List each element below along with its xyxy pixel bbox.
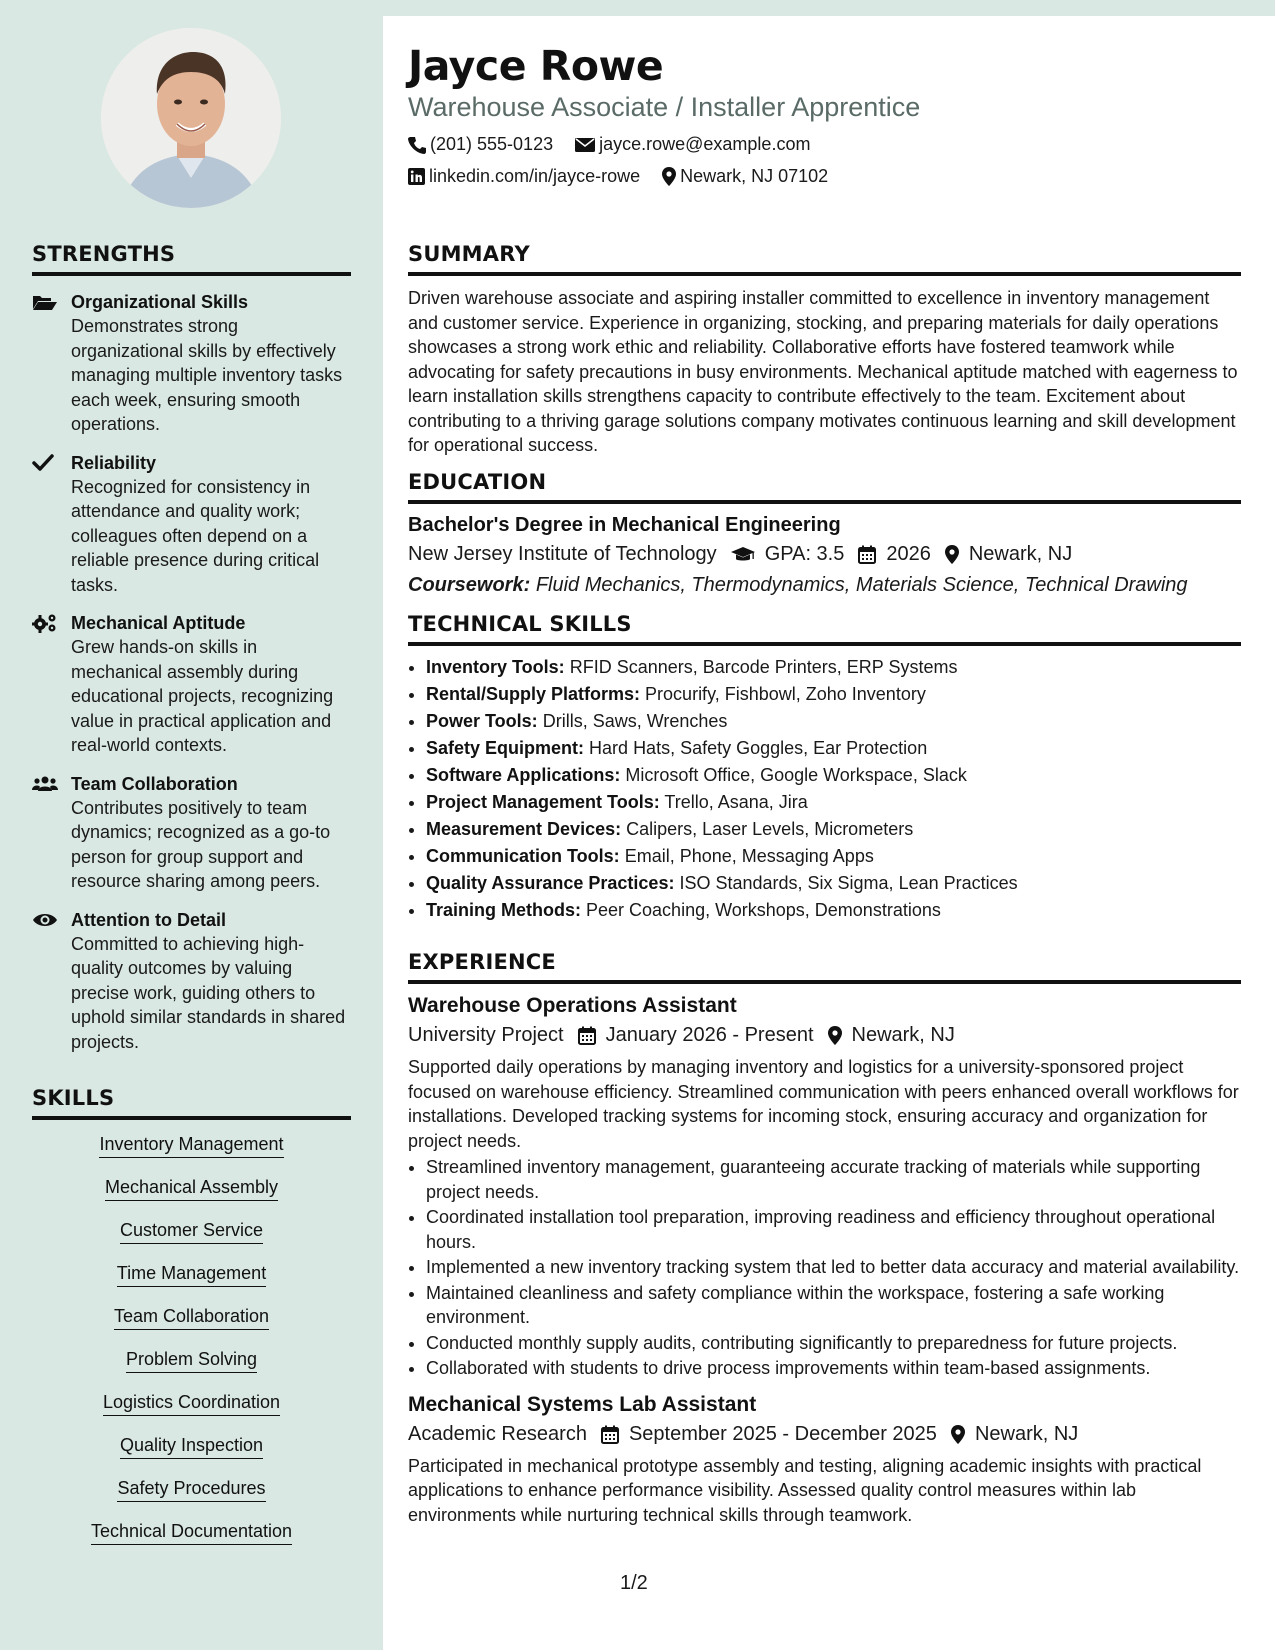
location-text: Newark, NJ 07102 (680, 166, 829, 186)
folder-open-icon (32, 292, 58, 312)
skill-item: Customer Service (32, 1218, 351, 1244)
page-number: 1/2 (620, 1572, 648, 1594)
job-dates-item (578, 1024, 814, 1047)
strength-desc: Demonstrates strong organizational skills by effectively managing multiple inventory tasks each week, ensuring smooth operations. (71, 316, 343, 434)
job-dates-item (601, 1423, 937, 1446)
skill-item: Quality Inspection (32, 1433, 351, 1459)
users-icon (32, 774, 58, 794)
coursework-text: Fluid Mechanics, Thermodynamics, Materials Science, Technical Drawing (535, 574, 1188, 596)
strength-desc: Grew hands-on skills in mechanical assembly during educational projects, recognizing value in practical application and real-world contexts. (71, 637, 334, 755)
tech-skill-item: • Software Applications: Microsoft Office, Google Workspace, Slack (426, 762, 1241, 789)
strength-title: Mechanical Aptitude (71, 613, 246, 633)
edu-location-text: Newark, NJ (968, 543, 1073, 565)
job-location: Newark, NJ (974, 1422, 1079, 1445)
phone-icon (408, 136, 426, 154)
education-title: EDUCATION (408, 470, 1241, 504)
tech-skill-item: • Project Management Tools: Trello, Asana, Jira (426, 789, 1241, 816)
check-icon (32, 453, 58, 473)
job-bullets (408, 1155, 1241, 1381)
calendar-icon (601, 1425, 619, 1444)
strength-item (32, 772, 351, 894)
linkedin-icon (408, 168, 425, 185)
linkedin-link[interactable]: linkedin.com/in/jayce-rowe (429, 166, 641, 186)
school: New Jersey Institute of Technology (408, 543, 717, 565)
tech-skill-item: • Safety Equipment: Hard Hats, Safety Goggles, Ear Protection (426, 735, 1241, 762)
map-pin-icon (951, 1425, 965, 1444)
edu-location-item (945, 543, 1072, 566)
skill-item: Inventory Management (32, 1132, 351, 1158)
experience-section (408, 950, 1241, 1527)
strength-item (32, 908, 351, 1055)
candidate-name: Jayce Rowe (408, 42, 664, 90)
strength-item (32, 290, 351, 437)
main-content (383, 16, 1275, 1650)
strength-desc: Recognized for consistency in attendance and quality work; colleagues often depend on a reliable presence during critical tasks. (71, 476, 320, 595)
contact-row-1 (408, 134, 832, 155)
year-text: 2026 (886, 543, 931, 565)
summary-section (408, 242, 1241, 458)
job-org: Academic Research (408, 1422, 587, 1445)
avatar (101, 28, 281, 208)
experience-title: EXPERIENCE (408, 950, 1241, 984)
strength-item (32, 451, 351, 598)
strength-desc: Contributes positively to team dynamics; recognized as a go-to person for group support and resource sharing among peers. (71, 797, 331, 891)
tech-skill-item: • Measurement Devices: Calipers, Laser Levels, Micrometers (426, 816, 1241, 843)
strengths-title: STRENGTHS (32, 242, 351, 276)
skill-item: Safety Procedures (32, 1476, 351, 1502)
tech-skill-item: • Communication Tools: Email, Phone, Messaging Apps (426, 843, 1241, 870)
job-bullet: • Maintained cleanliness and safety compliance within the workspace, fostering a safe working environment. (426, 1281, 1241, 1330)
job-bullet: • Streamlined inventory management, guaranteeing accurate tracking of materials while supporting project needs. (426, 1155, 1241, 1204)
strengths-section (32, 242, 351, 1054)
strength-title: Attention to Detail (71, 909, 226, 930)
skill-list (32, 1132, 351, 1545)
skill-item: Logistics Coordination (32, 1390, 351, 1416)
education-meta (408, 543, 1241, 566)
technical-skills-title: TECHNICAL SKILLS (408, 612, 1241, 646)
skills-section (32, 1086, 351, 1562)
skill-item: Time Management (32, 1261, 351, 1287)
email-link[interactable]: jayce.rowe@example.com (599, 134, 811, 154)
job-meta (408, 1423, 1241, 1446)
job-org: University Project (408, 1024, 564, 1046)
job-description: Participated in mechanical prototype assembly and testing, aligning academic insights with practical applications to enhance performance visibility. Assessed quality control measures within lab environments while nurturing technical skills through teamwork. (408, 1455, 1202, 1525)
map-pin-icon (828, 1026, 842, 1045)
job-title: Mechanical Systems Lab Assistant (408, 1392, 757, 1416)
summary-text: Driven warehouse associate and aspiring installer committed to excellence in inventory management and customer service. Experience in organizing, stocking, and preparing materials for daily operations showcases a strong work ethic and reliability. Collaborative efforts have fostered teamwork while advocating for safety precautions in busy environments. Mechanical aptitude matched with eagerness to learn installation skills strengthens capacity to contribute effectively to the team. Excitement about contributing to a thriving garage solutions company motivates continuous learning and skill development for operational success. (408, 288, 1238, 455)
skill-item: Problem Solving (32, 1347, 351, 1373)
skill-item: Team Collaboration (32, 1304, 351, 1330)
envelope-icon (575, 137, 595, 153)
gpa-text: GPA: 3.5 (764, 543, 845, 565)
phone-text: (201) 555-0123 (430, 134, 554, 154)
map-pin-icon (662, 167, 676, 186)
gpa-item (731, 543, 845, 566)
coursework-label: Coursework: (408, 574, 531, 596)
strength-desc: Committed to achieving high-quality outcomes by valuing precise work, guiding others to uphold similar standards in shared projects. (71, 933, 346, 1052)
skill-item: Technical Documentation (32, 1519, 351, 1545)
sidebar (0, 0, 383, 1650)
education-section (408, 470, 1241, 597)
tech-skill-item: • Quality Assurance Practices: ISO Standards, Six Sigma, Lean Practices (426, 870, 1241, 897)
candidate-role: Warehouse Associate / Installer Apprentice (408, 92, 921, 122)
calendar-icon (578, 1026, 596, 1045)
job-dates: January 2026 - Present (605, 1024, 814, 1046)
strength-title: Team Collaboration (71, 773, 238, 794)
email-item[interactable] (575, 134, 810, 155)
strength-item (32, 611, 351, 758)
job-meta (408, 1024, 1241, 1047)
tech-skill-item: • Rental/Supply Platforms: Procurify, Fishbowl, Zoho Inventory (426, 681, 1241, 708)
tech-skill-item: • Training Methods: Peer Coaching, Workshops, Demonstrations (426, 897, 1241, 924)
skill-item: Mechanical Assembly (32, 1175, 351, 1201)
calendar-icon (858, 545, 876, 564)
location-item (662, 166, 828, 187)
technical-skills-section (408, 612, 1241, 924)
job-dates: September 2025 - December 2025 (628, 1422, 937, 1445)
linkedin-item[interactable] (408, 166, 640, 187)
summary-title: SUMMARY (408, 242, 1241, 276)
technical-skills-list (408, 654, 1241, 924)
strength-title: Reliability (71, 452, 157, 473)
job-location: Newark, NJ (851, 1024, 955, 1046)
graduation-cap-icon (731, 546, 755, 564)
job-bullet: • Coordinated installation tool preparation, improving readiness and efficiency throughout operational hours. (426, 1205, 1241, 1254)
eye-icon (32, 910, 58, 930)
profile-photo (101, 28, 281, 208)
job-bullet: • Implemented a new inventory tracking system that led to better data accuracy and material availability. (426, 1255, 1241, 1280)
map-pin-icon (945, 545, 959, 564)
phone-item (408, 134, 553, 155)
strength-title: Organizational Skills (71, 292, 249, 312)
tech-skill-item: • Inventory Tools: RFID Scanners, Barcode Printers, ERP Systems (426, 654, 1241, 681)
job-title: Warehouse Operations Assistant (408, 994, 737, 1017)
job-bullet: • Collaborated with students to drive process improvements within team-based assignments. (426, 1356, 1241, 1381)
gears-icon (32, 613, 58, 633)
degree: Bachelor's Degree in Mechanical Engineering (408, 514, 841, 536)
job-bullet: • Conducted monthly supply audits, contributing significantly to preparedness for future projects. (426, 1331, 1241, 1356)
coursework (408, 574, 1241, 597)
year-item (858, 543, 931, 566)
tech-skill-item: • Power Tools: Drills, Saws, Wrenches (426, 708, 1241, 735)
job-description: Supported daily operations by managing inventory and logistics for a university-sponsored project focused on warehouse efficiency. Streamlined communication with peers enhanced overall workflows for installations. Developed tracking systems for incoming stock, ensuring accuracy and organization for project needs. (408, 1057, 1239, 1151)
job-location-item (828, 1024, 955, 1047)
skills-title: SKILLS (32, 1086, 351, 1120)
contact-row-2 (408, 166, 850, 187)
job-location-item (951, 1423, 1078, 1446)
